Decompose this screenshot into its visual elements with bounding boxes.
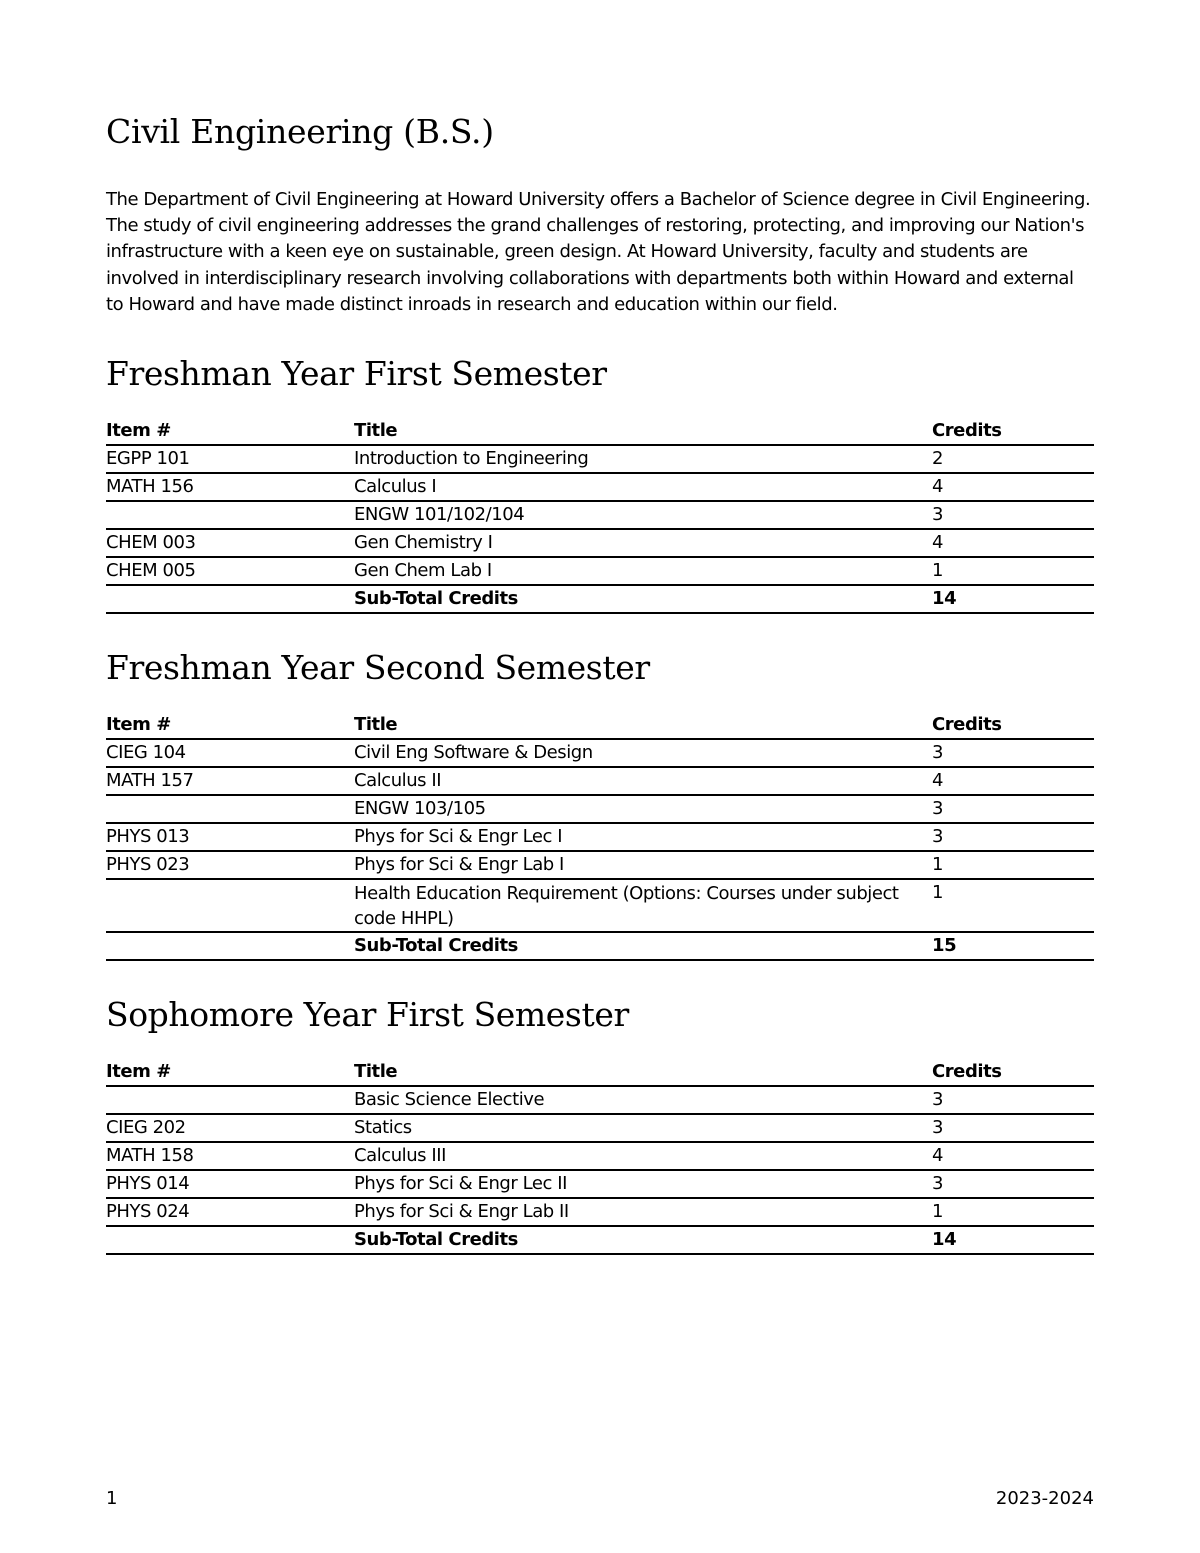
credits-cell: 1: [932, 851, 1094, 879]
column-header-credits: Credits: [932, 712, 1094, 739]
course-table-sophomore-first: [106, 1059, 1094, 1255]
subtotal-label: Sub-Total Credits: [354, 1226, 932, 1254]
table-row: [106, 473, 1094, 501]
title-cell: Gen Chem Lab I: [354, 557, 932, 585]
item-cell: [106, 501, 354, 529]
credits-cell: 4: [932, 767, 1094, 795]
item-cell: [106, 795, 354, 823]
title-cell: Introduction to Engineering: [354, 445, 932, 473]
title-cell: Phys for Sci & Engr Lec I: [354, 823, 932, 851]
table-row: [106, 851, 1094, 879]
credits-cell: 4: [932, 1142, 1094, 1170]
item-cell: CIEG 202: [106, 1114, 354, 1142]
subtotal-row: [106, 1226, 1094, 1254]
item-cell: CHEM 003: [106, 529, 354, 557]
credits-cell: 3: [932, 1114, 1094, 1142]
title-cell: Calculus III: [354, 1142, 932, 1170]
credits-cell: 2: [932, 445, 1094, 473]
section-heading-freshman-second: Freshman Year Second Semester: [106, 648, 650, 688]
table-header-row: [106, 1059, 1094, 1086]
credits-cell: 3: [932, 501, 1094, 529]
subtotal-row: [106, 932, 1094, 960]
item-cell: EGPP 101: [106, 445, 354, 473]
item-cell: PHYS 013: [106, 823, 354, 851]
column-header-item: Item #: [106, 418, 354, 445]
column-header-credits: Credits: [932, 1059, 1094, 1086]
credits-cell: 3: [932, 823, 1094, 851]
column-header-credits: Credits: [932, 418, 1094, 445]
item-cell: [106, 585, 354, 613]
item-cell: PHYS 024: [106, 1198, 354, 1226]
credits-cell: 1: [932, 879, 1094, 932]
subtotal-value: 15: [932, 932, 1094, 960]
table-row: [106, 795, 1094, 823]
credits-cell: 3: [932, 795, 1094, 823]
title-cell: Gen Chemistry I: [354, 529, 932, 557]
item-cell: [106, 932, 354, 960]
item-cell: PHYS 014: [106, 1170, 354, 1198]
subtotal-label: Sub-Total Credits: [354, 585, 932, 613]
table-row: [106, 557, 1094, 585]
subtotal-value: 14: [932, 1226, 1094, 1254]
title-cell: Calculus I: [354, 473, 932, 501]
table-row: [106, 1142, 1094, 1170]
item-cell: CHEM 005: [106, 557, 354, 585]
table-row: [106, 1086, 1094, 1114]
course-table-freshman-first: [106, 418, 1094, 614]
table-row: [106, 1198, 1094, 1226]
title-cell: ENGW 103/105: [354, 795, 932, 823]
credits-cell: 1: [932, 557, 1094, 585]
title-cell: Phys for Sci & Engr Lab II: [354, 1198, 932, 1226]
title-cell: Phys for Sci & Engr Lab I: [354, 851, 932, 879]
subtotal-row: [106, 585, 1094, 613]
table-row: [106, 767, 1094, 795]
academic-year: 2023-2024: [995, 1488, 1094, 1509]
table-header-row: [106, 418, 1094, 445]
course-table-freshman-second: [106, 712, 1094, 961]
credits-cell: 3: [932, 1170, 1094, 1198]
credits-cell: 3: [932, 739, 1094, 767]
item-cell: PHYS 023: [106, 851, 354, 879]
credits-cell: 3: [932, 1086, 1094, 1114]
table-row: [106, 739, 1094, 767]
item-cell: MATH 156: [106, 473, 354, 501]
table-row: [106, 879, 1094, 932]
column-header-title: Title: [354, 418, 932, 445]
page-title: Civil Engineering (B.S.): [106, 112, 494, 151]
table-row: [106, 823, 1094, 851]
section-heading-freshman-first: Freshman Year First Semester: [106, 354, 607, 394]
item-cell: CIEG 104: [106, 739, 354, 767]
intro-paragraph: The Department of Civil Engineering at Howard University offers a Bachelor of Science degree in Civil Engineering. The study of civil engineering addresses the grand challenges of restoring, protecting, and improving our Nation's infrastructure with a keen eye on sustainable, green design. At Howard University, faculty and students are involved in interdisciplinary research involving collaborations with departments both within Howard and external to Howard and have made distinct inroads in research and education within our field.: [106, 189, 1091, 315]
subtotal-value: 14: [932, 585, 1094, 613]
table-row: [106, 1170, 1094, 1198]
column-header-item: Item #: [106, 712, 354, 739]
credits-cell: 4: [932, 473, 1094, 501]
column-header-title: Title: [354, 1059, 932, 1086]
table-row: [106, 529, 1094, 557]
column-header-title: Title: [354, 712, 932, 739]
subtotal-label: Sub-Total Credits: [354, 932, 932, 960]
table-header-row: [106, 712, 1094, 739]
table-row: [106, 445, 1094, 473]
item-cell: [106, 1086, 354, 1114]
page-number: 1: [106, 1488, 118, 1509]
title-cell: Health Education Requirement (Options: Courses under subject code HHPL): [354, 879, 932, 932]
table-row: [106, 1114, 1094, 1142]
item-cell: MATH 158: [106, 1142, 354, 1170]
title-cell: Calculus II: [354, 767, 932, 795]
item-cell: [106, 1226, 354, 1254]
table-row: [106, 501, 1094, 529]
section-heading-sophomore-first: Sophomore Year First Semester: [106, 995, 629, 1035]
title-cell: Statics: [354, 1114, 932, 1142]
item-cell: MATH 157: [106, 767, 354, 795]
column-header-item: Item #: [106, 1059, 354, 1086]
item-cell: [106, 879, 354, 932]
credits-cell: 4: [932, 529, 1094, 557]
title-cell: Phys for Sci & Engr Lec II: [354, 1170, 932, 1198]
title-cell: Basic Science Elective: [354, 1086, 932, 1114]
credits-cell: 1: [932, 1198, 1094, 1226]
title-cell: Civil Eng Software & Design: [354, 739, 932, 767]
title-cell: ENGW 101/102/104: [354, 501, 932, 529]
document-page: [106, 100, 1094, 1255]
